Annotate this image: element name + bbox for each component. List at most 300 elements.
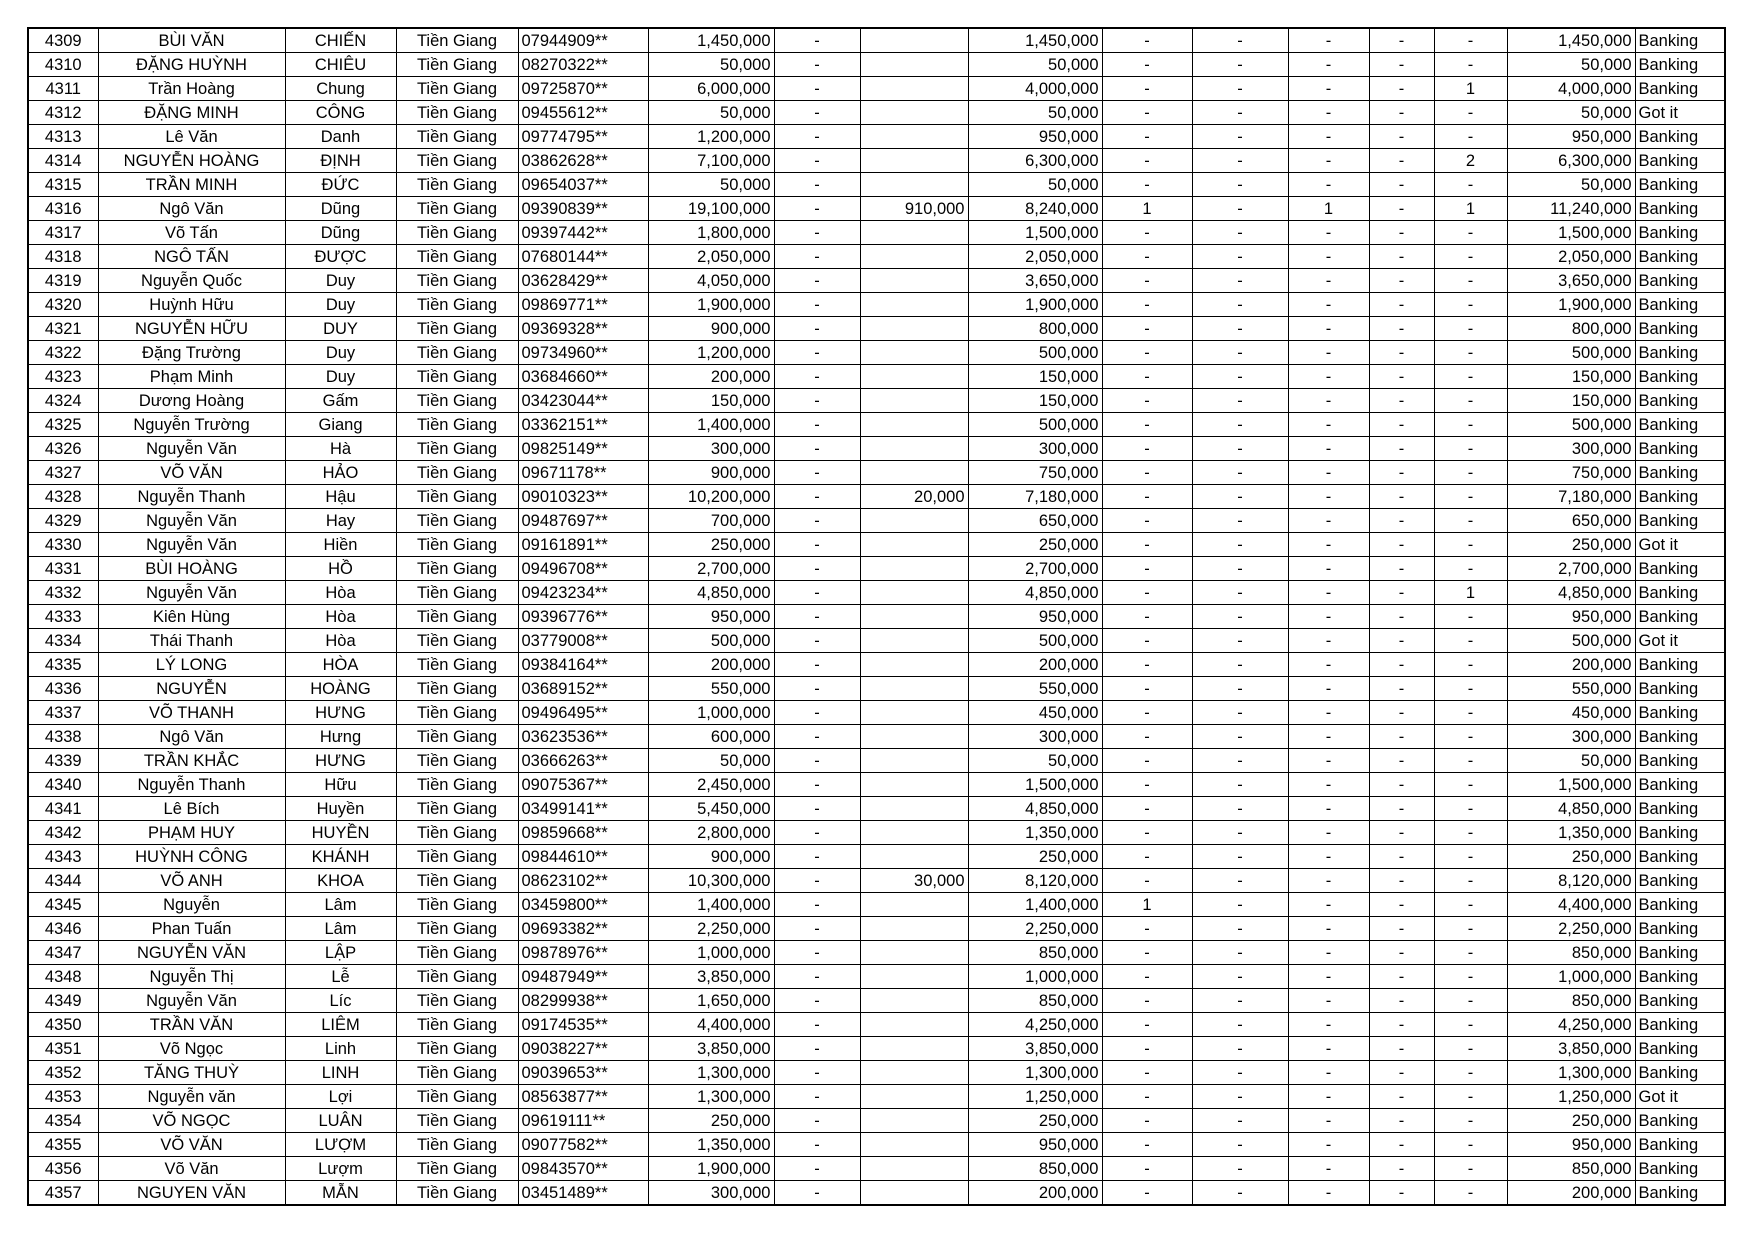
payment-method-cell: Banking: [1635, 437, 1725, 461]
count-c-cell: -: [1288, 101, 1369, 125]
given-name-cell: Lượm: [285, 1157, 396, 1181]
payment-method-cell: Banking: [1635, 341, 1725, 365]
amount-cell: 2,050,000: [648, 245, 774, 269]
count-a-cell: -: [1102, 125, 1192, 149]
paid-amount-cell: 50,000: [968, 749, 1102, 773]
given-name-cell: Gấm: [285, 389, 396, 413]
payment-method-cell: Banking: [1635, 917, 1725, 941]
total-cell: 450,000: [1507, 701, 1635, 725]
total-cell: 250,000: [1507, 845, 1635, 869]
col-7-cell: -: [774, 701, 860, 725]
given-name-cell: Hay: [285, 509, 396, 533]
payment-table: [27, 27, 1726, 1206]
payment-method-cell: Banking: [1635, 461, 1725, 485]
count-a-cell: -: [1102, 653, 1192, 677]
paid-amount-cell: 50,000: [968, 53, 1102, 77]
count-c-cell: -: [1288, 173, 1369, 197]
total-cell: 4,000,000: [1507, 77, 1635, 101]
row-number: 4323: [28, 365, 98, 389]
phone-cell: 09671178**: [518, 461, 648, 485]
table-row: [28, 413, 1725, 437]
row-number: 4332: [28, 581, 98, 605]
given-name-cell: Hậu: [285, 485, 396, 509]
given-name-cell: ĐỨC: [285, 173, 396, 197]
row-number: 4333: [28, 605, 98, 629]
province-cell: Tiền Giang: [396, 965, 518, 989]
table-row: [28, 1013, 1725, 1037]
count-e-cell: -: [1434, 413, 1507, 437]
count-e-cell: -: [1434, 125, 1507, 149]
surname-cell: HUỲNH CÔNG: [98, 845, 285, 869]
province-cell: Tiền Giang: [396, 581, 518, 605]
count-c-cell: -: [1288, 269, 1369, 293]
province-cell: Tiền Giang: [396, 773, 518, 797]
col-7-cell: -: [774, 437, 860, 461]
col-8-cell: [860, 317, 968, 341]
count-c-cell: -: [1288, 389, 1369, 413]
count-a-cell: -: [1102, 797, 1192, 821]
col-7-cell: -: [774, 773, 860, 797]
paid-amount-cell: 6,300,000: [968, 149, 1102, 173]
amount-cell: 3,850,000: [648, 1037, 774, 1061]
phone-cell: 09397442**: [518, 221, 648, 245]
count-d-cell: -: [1369, 797, 1434, 821]
count-c-cell: -: [1288, 28, 1369, 53]
count-b-cell: -: [1192, 1013, 1288, 1037]
row-number: 4340: [28, 773, 98, 797]
count-b-cell: -: [1192, 1181, 1288, 1206]
phone-cell: 09774795**: [518, 125, 648, 149]
count-d-cell: -: [1369, 821, 1434, 845]
row-number: 4351: [28, 1037, 98, 1061]
count-b-cell: -: [1192, 149, 1288, 173]
count-d-cell: -: [1369, 1037, 1434, 1061]
col-8-cell: [860, 773, 968, 797]
count-b-cell: -: [1192, 269, 1288, 293]
count-d-cell: -: [1369, 101, 1434, 125]
col-8-cell: [860, 77, 968, 101]
surname-cell: Kiên Hùng: [98, 605, 285, 629]
count-a-cell: -: [1102, 605, 1192, 629]
count-e-cell: -: [1434, 629, 1507, 653]
count-c-cell: -: [1288, 509, 1369, 533]
count-a-cell: -: [1102, 1085, 1192, 1109]
count-e-cell: -: [1434, 821, 1507, 845]
count-b-cell: -: [1192, 605, 1288, 629]
total-cell: 150,000: [1507, 365, 1635, 389]
total-cell: 50,000: [1507, 749, 1635, 773]
count-b-cell: -: [1192, 101, 1288, 125]
given-name-cell: Duy: [285, 341, 396, 365]
count-d-cell: -: [1369, 317, 1434, 341]
amount-cell: 1,450,000: [648, 28, 774, 53]
surname-cell: VÕ VĂN: [98, 461, 285, 485]
total-cell: 1,450,000: [1507, 28, 1635, 53]
count-c-cell: -: [1288, 365, 1369, 389]
payment-method-cell: Banking: [1635, 749, 1725, 773]
col-8-cell: [860, 245, 968, 269]
col-7-cell: -: [774, 869, 860, 893]
given-name-cell: HẢO: [285, 461, 396, 485]
count-c-cell: -: [1288, 725, 1369, 749]
count-c-cell: -: [1288, 581, 1369, 605]
phone-cell: 03623536**: [518, 725, 648, 749]
count-b-cell: -: [1192, 1037, 1288, 1061]
province-cell: Tiền Giang: [396, 677, 518, 701]
col-8-cell: [860, 581, 968, 605]
count-b-cell: -: [1192, 461, 1288, 485]
total-cell: 800,000: [1507, 317, 1635, 341]
payment-method-cell: Banking: [1635, 77, 1725, 101]
count-a-cell: -: [1102, 53, 1192, 77]
total-cell: 850,000: [1507, 1157, 1635, 1181]
surname-cell: Đặng Trường: [98, 341, 285, 365]
col-8-cell: [860, 629, 968, 653]
col-7-cell: -: [774, 797, 860, 821]
count-e-cell: -: [1434, 245, 1507, 269]
phone-cell: 09869771**: [518, 293, 648, 317]
row-number: 4347: [28, 941, 98, 965]
count-c-cell: -: [1288, 653, 1369, 677]
surname-cell: Võ Ngọc: [98, 1037, 285, 1061]
payment-method-cell: Banking: [1635, 1013, 1725, 1037]
amount-cell: 700,000: [648, 509, 774, 533]
given-name-cell: Danh: [285, 125, 396, 149]
count-a-cell: -: [1102, 821, 1192, 845]
paid-amount-cell: 50,000: [968, 101, 1102, 125]
phone-cell: 03684660**: [518, 365, 648, 389]
count-d-cell: -: [1369, 845, 1434, 869]
phone-cell: 08563877**: [518, 1085, 648, 1109]
phone-cell: 03862628**: [518, 149, 648, 173]
count-e-cell: -: [1434, 221, 1507, 245]
table-row: [28, 1133, 1725, 1157]
given-name-cell: CÔNG: [285, 101, 396, 125]
count-a-cell: -: [1102, 221, 1192, 245]
surname-cell: TRẦN VĂN: [98, 1013, 285, 1037]
table-row: [28, 341, 1725, 365]
count-c-cell: 1: [1288, 197, 1369, 221]
surname-cell: NGUYEN VĂN: [98, 1181, 285, 1206]
row-number: 4326: [28, 437, 98, 461]
province-cell: Tiền Giang: [396, 653, 518, 677]
given-name-cell: KHOA: [285, 869, 396, 893]
total-cell: 1,300,000: [1507, 1061, 1635, 1085]
count-b-cell: -: [1192, 413, 1288, 437]
row-number: 4352: [28, 1061, 98, 1085]
surname-cell: Nguyễn Văn: [98, 509, 285, 533]
count-c-cell: -: [1288, 557, 1369, 581]
count-c-cell: -: [1288, 629, 1369, 653]
phone-cell: 09384164**: [518, 653, 648, 677]
total-cell: 150,000: [1507, 389, 1635, 413]
paid-amount-cell: 4,000,000: [968, 77, 1102, 101]
amount-cell: 600,000: [648, 725, 774, 749]
given-name-cell: Hưng: [285, 725, 396, 749]
count-a-cell: -: [1102, 269, 1192, 293]
paid-amount-cell: 850,000: [968, 1157, 1102, 1181]
row-number: 4346: [28, 917, 98, 941]
paid-amount-cell: 2,700,000: [968, 557, 1102, 581]
amount-cell: 50,000: [648, 101, 774, 125]
row-number: 4350: [28, 1013, 98, 1037]
surname-cell: Lê Văn: [98, 125, 285, 149]
col-7-cell: -: [774, 653, 860, 677]
table-row: [28, 293, 1725, 317]
payment-method-cell: Banking: [1635, 389, 1725, 413]
province-cell: Tiền Giang: [396, 341, 518, 365]
col-7-cell: -: [774, 845, 860, 869]
col-8-cell: [860, 1061, 968, 1085]
given-name-cell: LƯỢM: [285, 1133, 396, 1157]
total-cell: 500,000: [1507, 341, 1635, 365]
count-d-cell: -: [1369, 749, 1434, 773]
paid-amount-cell: 450,000: [968, 701, 1102, 725]
amount-cell: 300,000: [648, 437, 774, 461]
paid-amount-cell: 2,250,000: [968, 917, 1102, 941]
amount-cell: 1,800,000: [648, 221, 774, 245]
col-7-cell: -: [774, 1085, 860, 1109]
count-b-cell: -: [1192, 125, 1288, 149]
col-7-cell: -: [774, 581, 860, 605]
phone-cell: 09825149**: [518, 437, 648, 461]
count-d-cell: -: [1369, 917, 1434, 941]
surname-cell: TĂNG THUỲ: [98, 1061, 285, 1085]
paid-amount-cell: 500,000: [968, 629, 1102, 653]
count-e-cell: -: [1434, 773, 1507, 797]
paid-amount-cell: 1,400,000: [968, 893, 1102, 917]
table-row: [28, 485, 1725, 509]
payment-method-cell: Banking: [1635, 893, 1725, 917]
total-cell: 7,180,000: [1507, 485, 1635, 509]
col-8-cell: [860, 605, 968, 629]
count-a-cell: -: [1102, 1061, 1192, 1085]
count-a-cell: -: [1102, 533, 1192, 557]
surname-cell: Nguyễn văn: [98, 1085, 285, 1109]
amount-cell: 19,100,000: [648, 197, 774, 221]
total-cell: 200,000: [1507, 653, 1635, 677]
col-8-cell: [860, 1133, 968, 1157]
col-8-cell: [860, 821, 968, 845]
count-d-cell: -: [1369, 221, 1434, 245]
total-cell: 550,000: [1507, 677, 1635, 701]
total-cell: 950,000: [1507, 605, 1635, 629]
amount-cell: 2,250,000: [648, 917, 774, 941]
count-a-cell: -: [1102, 293, 1192, 317]
paid-amount-cell: 50,000: [968, 173, 1102, 197]
col-8-cell: [860, 221, 968, 245]
col-7-cell: -: [774, 725, 860, 749]
count-a-cell: -: [1102, 749, 1192, 773]
count-d-cell: -: [1369, 413, 1434, 437]
given-name-cell: HỒ: [285, 557, 396, 581]
amount-cell: 250,000: [648, 1109, 774, 1133]
paid-amount-cell: 3,650,000: [968, 269, 1102, 293]
payment-method-cell: Banking: [1635, 1037, 1725, 1061]
count-e-cell: -: [1434, 1109, 1507, 1133]
count-c-cell: -: [1288, 677, 1369, 701]
count-a-cell: -: [1102, 28, 1192, 53]
count-d-cell: -: [1369, 437, 1434, 461]
amount-cell: 2,700,000: [648, 557, 774, 581]
payment-method-cell: Got it: [1635, 629, 1725, 653]
paid-amount-cell: 200,000: [968, 653, 1102, 677]
col-8-cell: [860, 1085, 968, 1109]
count-a-cell: -: [1102, 1181, 1192, 1206]
col-8-cell: [860, 653, 968, 677]
amount-cell: 50,000: [648, 53, 774, 77]
province-cell: Tiền Giang: [396, 533, 518, 557]
amount-cell: 200,000: [648, 365, 774, 389]
count-c-cell: -: [1288, 341, 1369, 365]
row-number: 4310: [28, 53, 98, 77]
province-cell: Tiền Giang: [396, 749, 518, 773]
col-8-cell: [860, 1181, 968, 1206]
surname-cell: BÙI VĂN: [98, 28, 285, 53]
surname-cell: Nguyễn Trường: [98, 413, 285, 437]
count-d-cell: -: [1369, 989, 1434, 1013]
province-cell: Tiền Giang: [396, 893, 518, 917]
surname-cell: Võ Tấn: [98, 221, 285, 245]
amount-cell: 950,000: [648, 605, 774, 629]
paid-amount-cell: 1,500,000: [968, 221, 1102, 245]
count-e-cell: -: [1434, 173, 1507, 197]
count-c-cell: -: [1288, 461, 1369, 485]
count-e-cell: -: [1434, 677, 1507, 701]
payment-method-cell: Banking: [1635, 485, 1725, 509]
total-cell: 250,000: [1507, 533, 1635, 557]
col-8-cell: [860, 845, 968, 869]
count-a-cell: -: [1102, 869, 1192, 893]
surname-cell: Nguyễn Văn: [98, 581, 285, 605]
total-cell: 950,000: [1507, 125, 1635, 149]
paid-amount-cell: 4,850,000: [968, 797, 1102, 821]
count-d-cell: -: [1369, 773, 1434, 797]
given-name-cell: Hòa: [285, 605, 396, 629]
surname-cell: Nguyễn Thanh: [98, 485, 285, 509]
count-a-cell: -: [1102, 1109, 1192, 1133]
phone-cell: 07944909**: [518, 28, 648, 53]
count-c-cell: -: [1288, 77, 1369, 101]
count-b-cell: -: [1192, 821, 1288, 845]
province-cell: Tiền Giang: [396, 365, 518, 389]
col-8-cell: [860, 269, 968, 293]
count-b-cell: -: [1192, 197, 1288, 221]
count-e-cell: -: [1434, 1085, 1507, 1109]
count-c-cell: -: [1288, 1109, 1369, 1133]
count-a-cell: -: [1102, 941, 1192, 965]
col-7-cell: -: [774, 149, 860, 173]
phone-cell: 09396776**: [518, 605, 648, 629]
count-a-cell: -: [1102, 317, 1192, 341]
col-8-cell: [860, 461, 968, 485]
col-8-cell: [860, 389, 968, 413]
province-cell: Tiền Giang: [396, 221, 518, 245]
phone-cell: 07680144**: [518, 245, 648, 269]
col-8-cell: [860, 677, 968, 701]
row-number: 4313: [28, 125, 98, 149]
count-e-cell: -: [1434, 1133, 1507, 1157]
col-8-cell: [860, 941, 968, 965]
province-cell: Tiền Giang: [396, 197, 518, 221]
phone-cell: 03666263**: [518, 749, 648, 773]
province-cell: Tiền Giang: [396, 437, 518, 461]
table-row: [28, 1109, 1725, 1133]
province-cell: Tiền Giang: [396, 725, 518, 749]
col-8-cell: [860, 1013, 968, 1037]
count-c-cell: -: [1288, 245, 1369, 269]
phone-cell: 09039653**: [518, 1061, 648, 1085]
count-e-cell: -: [1434, 1181, 1507, 1206]
col-7-cell: -: [774, 461, 860, 485]
surname-cell: VÕ ANH: [98, 869, 285, 893]
count-d-cell: -: [1369, 197, 1434, 221]
province-cell: Tiền Giang: [396, 1109, 518, 1133]
count-c-cell: -: [1288, 821, 1369, 845]
payment-method-cell: Banking: [1635, 701, 1725, 725]
count-d-cell: -: [1369, 1085, 1434, 1109]
phone-cell: 09423234**: [518, 581, 648, 605]
count-c-cell: -: [1288, 893, 1369, 917]
row-number: 4338: [28, 725, 98, 749]
given-name-cell: LIÊM: [285, 1013, 396, 1037]
count-d-cell: -: [1369, 677, 1434, 701]
paid-amount-cell: 150,000: [968, 389, 1102, 413]
count-c-cell: -: [1288, 797, 1369, 821]
payment-method-cell: Banking: [1635, 53, 1725, 77]
paid-amount-cell: 1,900,000: [968, 293, 1102, 317]
given-name-cell: Lâm: [285, 917, 396, 941]
amount-cell: 4,400,000: [648, 1013, 774, 1037]
given-name-cell: Hiền: [285, 533, 396, 557]
count-d-cell: -: [1369, 1109, 1434, 1133]
surname-cell: Nguyễn Văn: [98, 437, 285, 461]
total-cell: 250,000: [1507, 1109, 1635, 1133]
table-row: [28, 893, 1725, 917]
count-d-cell: -: [1369, 28, 1434, 53]
province-cell: Tiền Giang: [396, 941, 518, 965]
given-name-cell: ĐƯỢC: [285, 245, 396, 269]
row-number: 4318: [28, 245, 98, 269]
given-name-cell: Dũng: [285, 197, 396, 221]
given-name-cell: ĐỊNH: [285, 149, 396, 173]
total-cell: 2,050,000: [1507, 245, 1635, 269]
count-b-cell: -: [1192, 653, 1288, 677]
total-cell: 200,000: [1507, 1181, 1635, 1206]
count-a-cell: -: [1102, 245, 1192, 269]
count-d-cell: -: [1369, 965, 1434, 989]
table-row: [28, 965, 1725, 989]
paid-amount-cell: 250,000: [968, 1109, 1102, 1133]
col-8-cell: [860, 341, 968, 365]
col-8-cell: 30,000: [860, 869, 968, 893]
col-7-cell: -: [774, 125, 860, 149]
phone-cell: 08270322**: [518, 53, 648, 77]
table-row: [28, 365, 1725, 389]
col-7-cell: -: [774, 197, 860, 221]
row-number: 4319: [28, 269, 98, 293]
given-name-cell: CHIÊU: [285, 53, 396, 77]
surname-cell: Nguyễn Thanh: [98, 773, 285, 797]
amount-cell: 1,000,000: [648, 701, 774, 725]
count-b-cell: -: [1192, 557, 1288, 581]
payment-method-cell: Banking: [1635, 269, 1725, 293]
count-c-cell: -: [1288, 53, 1369, 77]
count-c-cell: -: [1288, 1085, 1369, 1109]
count-a-cell: -: [1102, 413, 1192, 437]
phone-cell: 08299938**: [518, 989, 648, 1013]
surname-cell: Nguyễn: [98, 893, 285, 917]
